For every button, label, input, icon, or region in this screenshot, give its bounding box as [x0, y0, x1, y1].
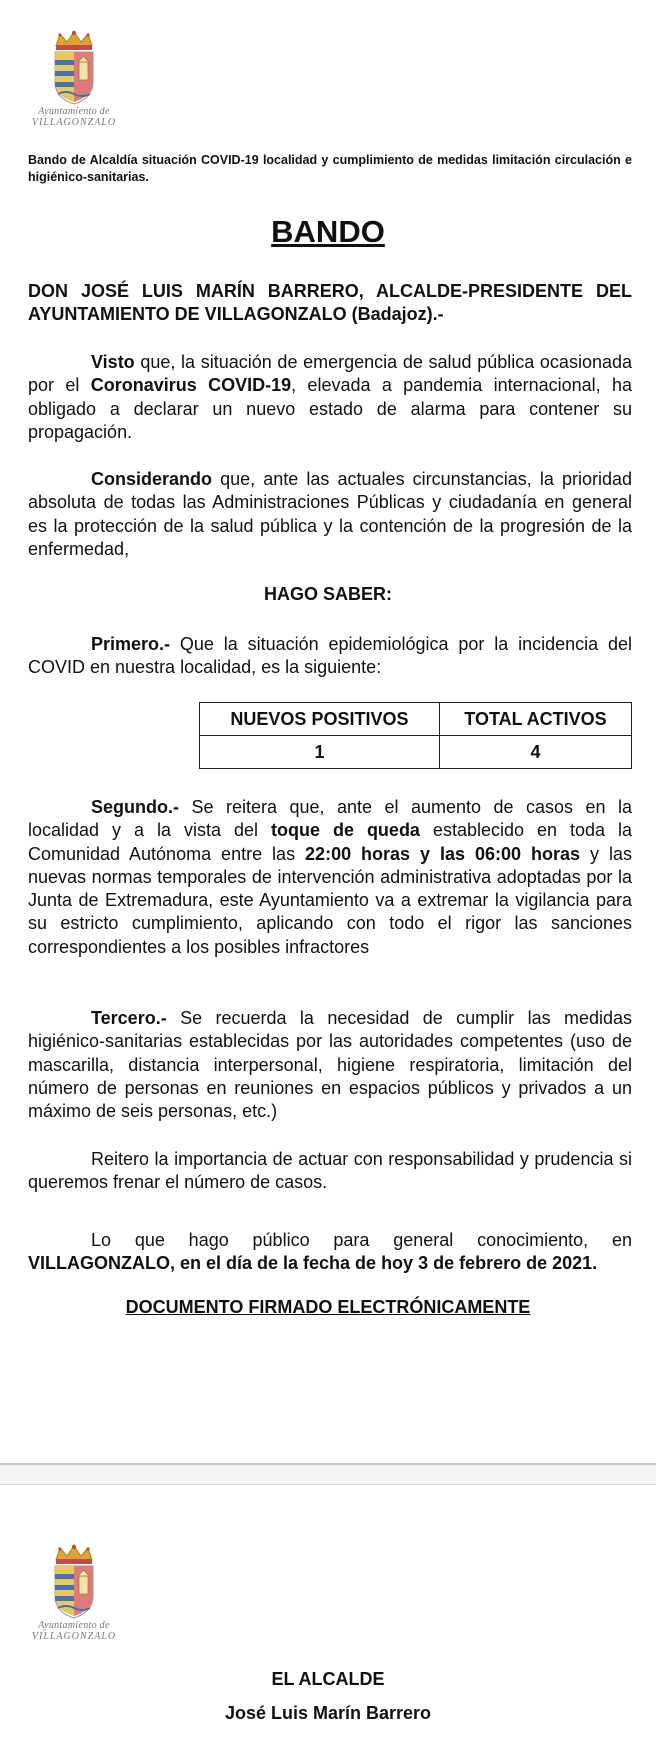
- town-logo-bottom: [26, 1544, 122, 1642]
- hago-saber-heading: HAGO SABER:: [263, 584, 392, 604]
- tercero-lead: Tercero.-: [91, 1008, 167, 1028]
- segundo-text-1: Se reitera que, ante el aumento de casos en la localidad y a la vista del: [28, 797, 632, 841]
- coat-of-arms-icon: [50, 1544, 98, 1620]
- header-new-positives: NUEVOS POSITIVOS: [200, 703, 440, 736]
- segundo-text-2: establecido en toda la Comunidad Autónoma entre las: [28, 820, 632, 864]
- logo-caption-line1: Ayuntamiento de: [38, 106, 110, 117]
- town-logo-top: [26, 30, 122, 128]
- signature-role: EL ALCALDE: [271, 1669, 385, 1689]
- visto-text-2: , elevada a pandemia internacional, ha obligado a declarar un nuevo estado de alarma para contener su propagación.: [28, 375, 632, 442]
- paragraph-primero: [28, 633, 632, 680]
- logo-caption-line2: VILLAGONZALO: [31, 117, 117, 128]
- paragraph-visto: [28, 351, 632, 444]
- mayor-heading: DON JOSÉ LUIS MARÍN BARRERO, ALCALDE-PRESIDENTE DEL AYUNTAMIENTO DE VILLAGONZALO (Badajoz).-: [28, 281, 632, 324]
- table-row: [200, 736, 632, 769]
- segundo-bold-1: toque de queda: [270, 820, 420, 841]
- visto-bold-1: Coronavirus COVID-19: [90, 375, 292, 396]
- signature-name: José Luis Marín Barrero: [224, 1703, 432, 1723]
- document-subject: Bando de Alcaldía situación COVID-19 localidad y cumplimiento de medidas limitación circulación e higiénico-sanitarias.: [28, 153, 632, 184]
- tercero-text: Se recuerda la necesidad de cumplir las medidas higiénico-sanitarias establecidas por las autoridades competentes (uso de mascarilla, distancia interpersonal, higiene respiratoria, limitación del número de personas en reuniones en espacios públicos y privados a un máximo de seis personas, etc.): [28, 1008, 632, 1122]
- value-total-active: 4: [439, 736, 631, 769]
- document-title: BANDO: [271, 214, 385, 249]
- primero-lead: Primero.-: [91, 634, 171, 654]
- value-new-positives: 1: [200, 736, 440, 769]
- covid-stats-table: [199, 702, 632, 769]
- paragraph-tercero: [28, 1007, 632, 1123]
- segundo-text-3: y las nuevas normas temporales de intervención administrativa adoptadas por la Junta de Extremadura, este Ayuntamiento va a extremar la vigilancia para su estricto cumplimiento, aplicando con todo el rigor las sanciones correspondientes a los posibles infractores: [28, 843, 632, 957]
- page-separator: [0, 1463, 656, 1485]
- table-header-row: [200, 703, 632, 736]
- closing-bold: VILLAGONZALO, en el día de la fecha de hoy 3 de febrero de 2021.: [28, 1253, 598, 1274]
- header-total-active: TOTAL ACTIVOS: [439, 703, 631, 736]
- considerando-text: que, ante las actuales circunstancias, la prioridad absoluta de todas las Administraciones Públicas y ciudadanía en general es la protección de la salud pública y la contención de la progresión de la enfermedad,: [28, 469, 632, 559]
- page-2: [0, 1485, 656, 1753]
- closing-text: Lo que hago público para general conocimiento, en: [91, 1230, 632, 1250]
- segundo-bold-2: 22:00 horas y las 06:00 horas: [305, 843, 581, 864]
- signed-electronically-note: DOCUMENTO FIRMADO ELECTRÓNICAMENTE: [125, 1297, 531, 1317]
- coat-of-arms-icon: [50, 30, 98, 106]
- segundo-lead: Segundo.-: [91, 797, 179, 817]
- primero-text: Que la situación epidemiológica por la incidencia del COVID en nuestra localidad, es la siguiente:: [28, 634, 632, 678]
- paragraph-reitero: [28, 1148, 632, 1195]
- paragraph-considerando: [28, 468, 632, 561]
- logo-caption-line1: Ayuntamiento de: [38, 1620, 110, 1631]
- logo-caption-line2: VILLAGONZALO: [31, 1631, 117, 1642]
- visto-lead: Visto: [91, 352, 135, 372]
- reitero-text: Reitero la importancia de actuar con responsabilidad y prudencia si queremos frenar el número de casos.: [28, 1149, 632, 1193]
- paragraph-closing: [28, 1229, 632, 1276]
- visto-text-1: que, la situación de emergencia de salud pública ocasionada por el: [28, 352, 632, 396]
- paragraph-segundo: [28, 796, 632, 959]
- considerando-lead: Considerando: [91, 469, 213, 489]
